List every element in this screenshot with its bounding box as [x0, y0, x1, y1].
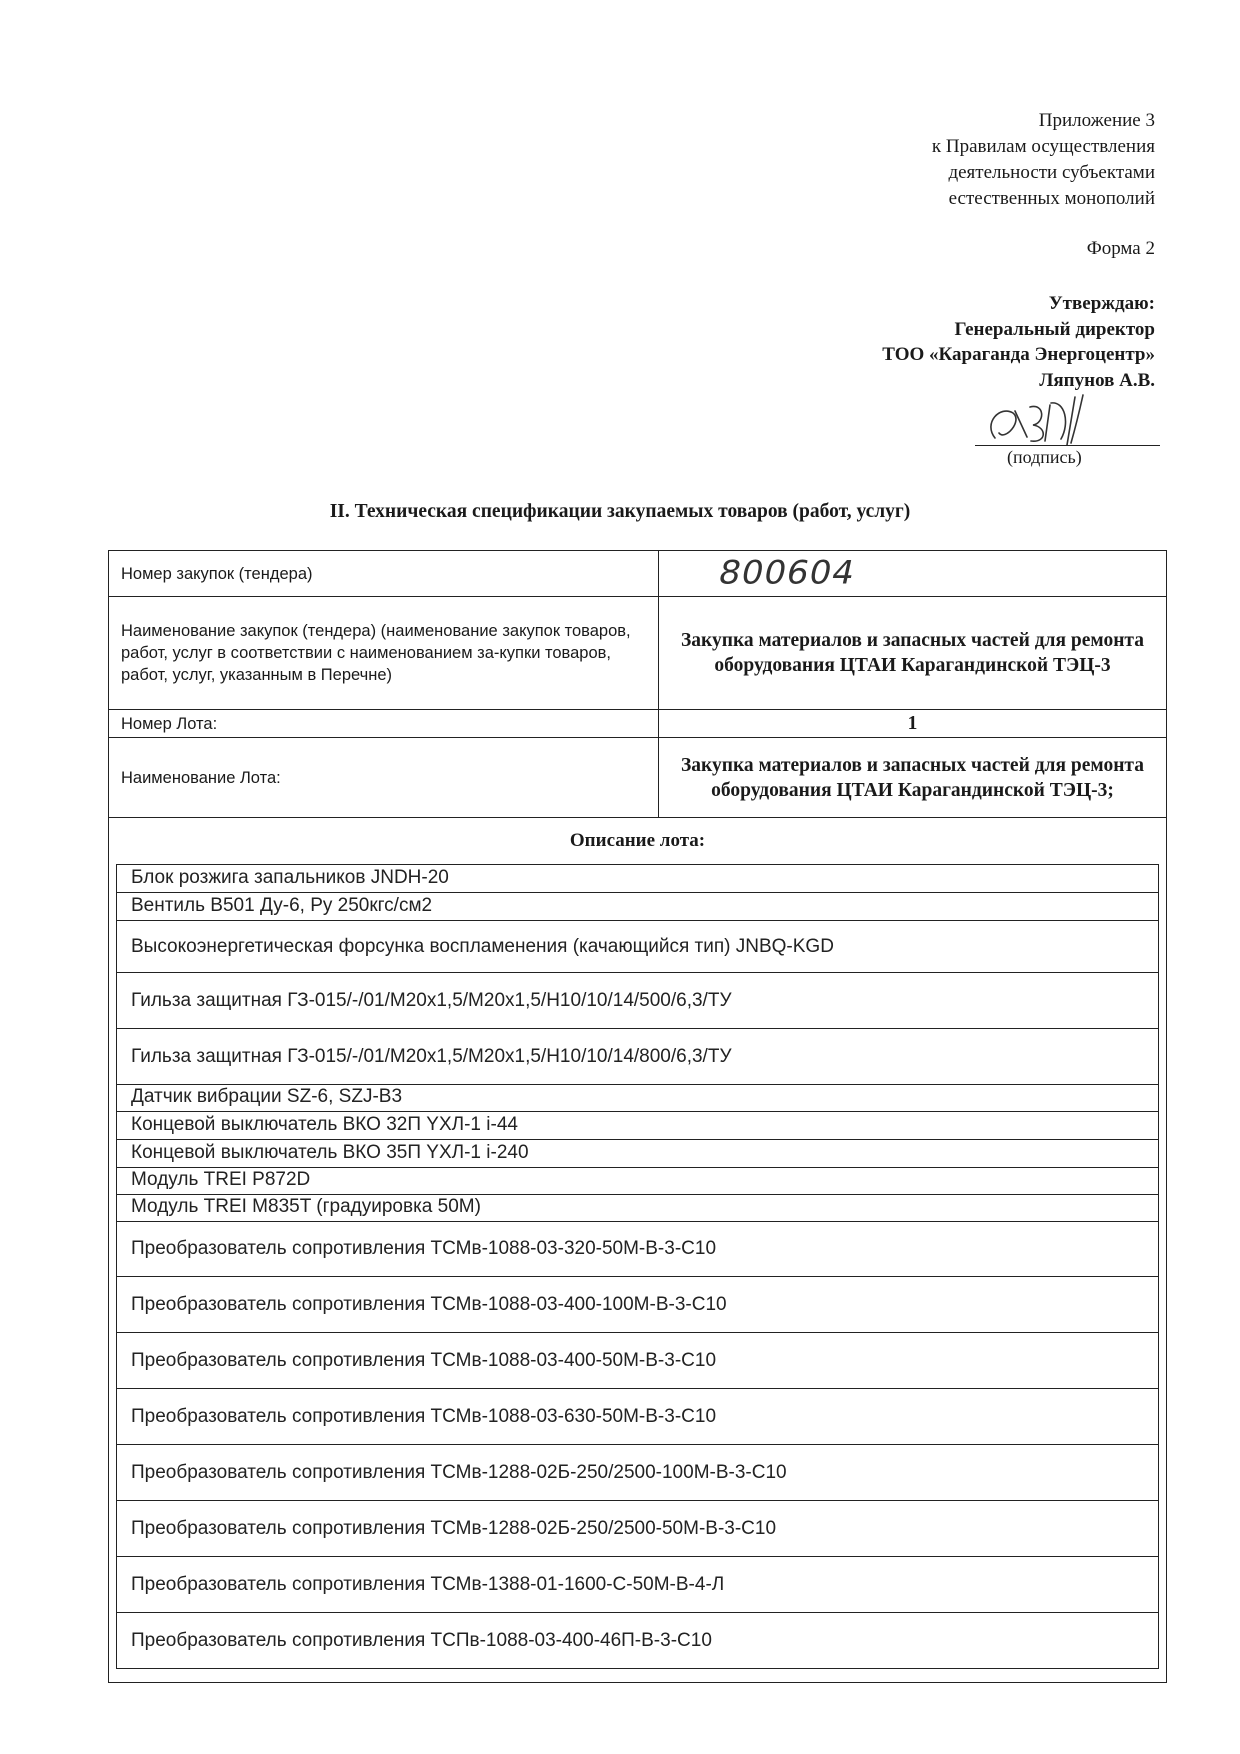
tender-number-label: Номер закупок (тендера): [109, 551, 659, 596]
lot-item-row: [117, 1389, 1158, 1445]
lot-item-text: Преобразователь сопротивления ТСМв-1088-03-400-100М-В-3-С10: [131, 1293, 727, 1315]
lot-item-row: [117, 1168, 1158, 1195]
signature-line: [975, 445, 1160, 446]
approval-line-1: Утверждаю:: [1048, 293, 1155, 314]
specification-table: [108, 550, 1167, 1683]
lot-item-row: [117, 1501, 1158, 1557]
lot-item-text: Вентиль В501 Ду-6, Ру 250кгс/см2: [131, 895, 433, 916]
lot-item-row: [117, 1222, 1158, 1277]
handwritten-signature: [975, 393, 1160, 453]
lot-item-row: [117, 1029, 1158, 1085]
lot-item-row: [117, 973, 1158, 1029]
lot-item-text: Концевой выключатель ВКО 32П YХЛ-1 i-44: [131, 1114, 518, 1135]
annex-line-2: [932, 134, 1155, 160]
lot-item-text: Датчик вибрации SZ-6, SZJ-B3: [131, 1086, 403, 1107]
lot-item-text: Преобразователь сопротивления ТСМв-1088-03-400-50М-В-3-С10: [131, 1349, 717, 1371]
tender-name-value: Закупка материалов и запасных частей для ремонта оборудования ЦТАИ Карагандинской ТЭЦ-3: [680, 630, 1144, 676]
signature-caption: (подпись): [1007, 447, 1082, 467]
lot-item-row: [117, 1557, 1158, 1613]
tender-name-row: [109, 597, 1166, 710]
lot-item-row: [117, 1140, 1158, 1168]
tender-number-cell: [659, 551, 1166, 596]
lot-item-text: Преобразователь сопротивления ТСМв-1088-03-630-50М-В-3-С10: [131, 1405, 717, 1427]
lot-item-text: Преобразователь сопротивления ТСПв-1088-03-400-46П-В-3-С10: [131, 1629, 712, 1651]
lot-item-text: Преобразователь сопротивления ТСМв-1088-03-320-50М-В-3-С10: [131, 1238, 717, 1259]
annex-line-1: Приложение 3: [1038, 110, 1155, 131]
signature-block: [975, 393, 1160, 471]
lot-description-title: Описание лота:: [569, 830, 706, 851]
lot-item-text: Преобразователь сопротивления ТСМв-1288-02Б-250/2500-50М-В-3-С10: [131, 1517, 777, 1539]
approval-line-2: Генеральный директор: [954, 318, 1155, 340]
lot-item-text: Преобразователь сопротивления ТСМв-1288-02Б-250/2500-100М-В-3-С10: [131, 1461, 787, 1483]
lot-item-text: Гильза защитная ГЗ-015/-/01/М20х1,5/М20х1,5/Н10/10/14/800/6,3/ТУ: [131, 1045, 732, 1067]
lot-name-label: Наименование Лота:: [109, 738, 659, 817]
lot-item-text: Преобразователь сопротивления ТСМв-1388-01-1600-С-50М-В-4-Л: [131, 1573, 725, 1595]
tender-number-row: [109, 551, 1166, 597]
lot-item-row: [117, 1613, 1158, 1669]
lot-item-row: [117, 1333, 1158, 1389]
lot-item-text: Гильза защитная ГЗ-015/-/01/М20х1,5/М20х1,5/Н10/10/14/500/6,3/ТУ: [131, 989, 732, 1011]
form-number: Форма 2: [1086, 238, 1155, 259]
lot-item-text: Концевой выключатель ВКО 35П YХЛ-1 i-240: [131, 1142, 529, 1163]
lot-name-value: Закупка материалов и запасных частей для ремонта оборудования ЦТАИ Карагандинской ТЭЦ-3;: [680, 754, 1144, 801]
approval-line-3: ТОО «Караганда Энергоцентр»: [882, 344, 1155, 365]
lot-item-row: [117, 1277, 1158, 1333]
lot-number-label: Номер Лота:: [109, 710, 659, 737]
annex-line-3: деятельности субъектами: [948, 162, 1155, 183]
lot-item-row: [117, 865, 1158, 893]
tender-number-value: 800604: [715, 554, 859, 593]
approval-line-4: Ляпунов А.В.: [1039, 369, 1155, 391]
tender-name-label: Наименование закупок (тендера) (наименование закупок товаров, работ, услуг в соответствии с наименованием за-купки товаров, работ, услуг, указанным в Перечне): [109, 597, 659, 709]
lot-item-text: Модуль TREI M835T (градуировка 50M): [131, 1196, 481, 1217]
lot-item-row: [117, 893, 1158, 921]
lot-name-row: [109, 738, 1166, 818]
lot-item-row: [117, 1195, 1158, 1222]
annex-line-2-text: к Правилам осуществления: [931, 136, 1155, 157]
approval-block: [882, 291, 1155, 393]
lot-item-text: Модуль TREI P872D: [131, 1169, 311, 1190]
lot-number-value: 1: [907, 713, 918, 734]
lot-number-row: [109, 710, 1166, 738]
annex-line-4: естественных монополий: [948, 188, 1155, 209]
lot-item-row: [117, 1445, 1158, 1501]
lot-item-text: Высокоэнергетическая форсунка воспламенения (качающийся тип) JNBQ-KGD: [131, 935, 834, 957]
annex-reference: [932, 108, 1155, 212]
lot-item-row: [117, 921, 1158, 973]
lot-item-text: Блок розжига запальников JNDH-20: [131, 867, 449, 888]
section-title: II. Техническая спецификации закупаемых товаров (работ, услуг): [329, 501, 911, 522]
lot-item-row: [117, 1085, 1158, 1112]
lot-items-table: [116, 864, 1159, 1669]
lot-item-row: [117, 1112, 1158, 1140]
